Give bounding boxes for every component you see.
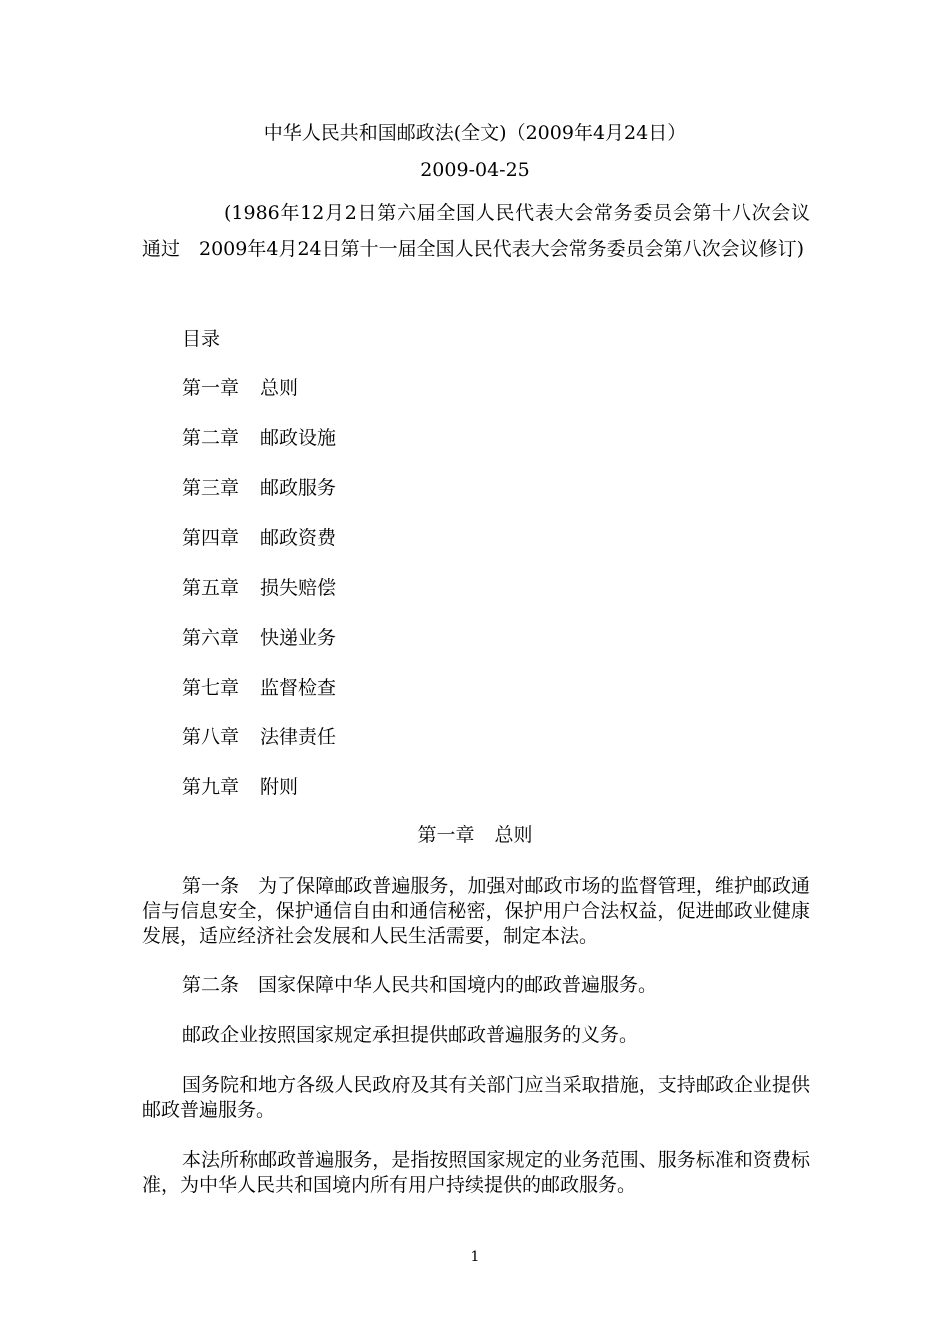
toc-item-number: 第四章 [182,527,240,549]
article-number: 第二条 [182,974,240,996]
toc-item-number: 第九章 [182,776,240,798]
toc-item [182,575,336,601]
article-text: 国务院和地方各级人民政府及其有关部门应当采取措施，支持邮政企业提供邮政普遍服务。 [142,1074,810,1121]
toc-item [182,724,336,750]
article-paragraph [142,1148,810,1198]
article-paragraph [142,973,810,998]
toc-item [182,425,336,451]
article-number: 第一条 [182,875,240,897]
toc-item [182,675,336,701]
toc-item-number: 第一章 [182,377,240,399]
toc-item [182,625,336,651]
chapter-title: 总则 [494,824,533,846]
page-number: 1 [470,1249,480,1265]
chapter-heading [0,822,950,848]
toc-item-title: 损失赔偿 [260,577,337,599]
article-paragraph [142,874,810,949]
document-date: 2009-04-25 [420,159,530,181]
toc-item-number: 第二章 [182,427,240,449]
toc-item-number: 第五章 [182,577,240,599]
toc-item-title: 邮政设施 [260,427,337,449]
toc-item-number: 第八章 [182,726,240,748]
toc-item-number: 第三章 [182,477,240,499]
article-text: 邮政企业按照国家规定承担提供邮政普遍服务的义务。 [182,1024,639,1046]
toc-item [182,375,298,401]
toc-item-title: 总则 [260,377,299,399]
article-text: 国家保障中华人民共和国境内的邮政普遍服务。 [258,974,658,996]
toc-item-number: 第六章 [182,627,240,649]
toc-item-number: 第七章 [182,677,240,699]
toc-heading: 目录 [182,328,221,350]
toc-item-title: 法律责任 [260,726,337,748]
toc-item [182,475,336,501]
toc-item-title: 邮政服务 [260,477,337,499]
article-text: 为了保障邮政普遍服务，加强对邮政市场的监督管理，维护邮政通信与信息安全，保护通信自由和通信秘密，保护用户合法权益，促进邮政业健康发展，适应经济社会发展和人民生活需要，制定本法。 [142,875,810,947]
article-paragraph [142,1073,810,1123]
toc-item-title: 附则 [260,776,299,798]
toc-item-title: 快递业务 [260,627,337,649]
article-text: 本法所称邮政普遍服务，是指按照国家规定的业务范围、服务标准和资费标准，为中华人民共和国境内所有用户持续提供的邮政服务。 [142,1149,810,1196]
toc-item-title: 邮政资费 [260,527,337,549]
article-paragraph [142,1023,810,1048]
document-intro: (1986年12月2日第六届全国人民代表大会常务委员会第十八次会议通过 2009年4月24日第十一届全国人民代表大会常务委员会第八次会议修订) [142,202,810,260]
toc-item [182,525,336,551]
document-title: 中华人民共和国邮政法(全文)（2009年4月24日） [263,122,687,144]
chapter-number: 第一章 [417,824,475,846]
toc-item [182,774,298,800]
toc-item-title: 监督检查 [260,677,337,699]
